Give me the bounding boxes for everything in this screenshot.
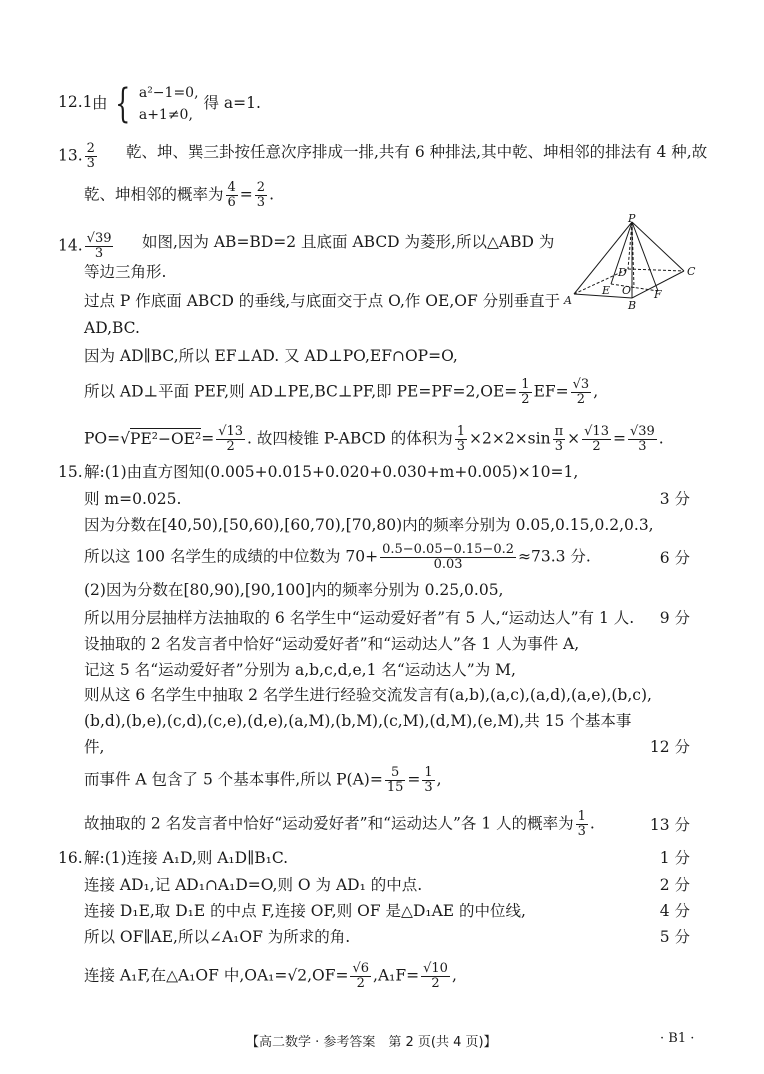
- q15-line2: 则 m=0.025.: [84, 490, 182, 508]
- q15-line6: 所以用分层抽样方法抽取的 6 名学生中“运动爱好者”有 5 人,“运动达人”有 1 人.: [84, 609, 635, 627]
- q15-number: 15.: [58, 463, 83, 481]
- q14-line3: 过点 P 作底面 ABCD 的垂线,与底面交于点 O,作 OE,OF 分别垂直于: [84, 292, 561, 310]
- q15-line7: 设抽取的 2 名发言者中恰好“运动爱好者”和“运动达人”各 1 人为事件 A,: [84, 635, 580, 653]
- q15-line8: 记这 5 名“运动爱好者”分别为 a,b,c,d,e,1 名“运动达人”为 M,: [84, 661, 516, 679]
- score: 12 分: [649, 738, 690, 756]
- fig-label-d: D: [618, 266, 627, 279]
- q14-number: 14. $\frac{√39}{3}$: [58, 231, 112, 261]
- q14-line6: 所以 AD⊥平面 PEF,则 AD⊥PE,BC⊥PF,即 PE=PF=2,OE= $\frac{1}{2}$ EF= $\frac{√3}{2}$ ,: [84, 377, 599, 407]
- brace-icon: {: [115, 81, 131, 127]
- q16-line4: 所以 OF∥AE,所以∠A₁OF 为所求的角.: [84, 928, 351, 946]
- q14-line7: PO=√PE²−OE²= $\frac{√13}{2}$ . 故四棱锥 P-ABCD 的体积为 $\frac{1}{3}$ ×2×2×sin $\frac{\pi}{3}$ × $\frac{√13}{2}$ = $\frac{√39}{3}$ .: [84, 424, 664, 454]
- score: 9 分: [659, 609, 690, 627]
- q16-line1: 解:(1)连接 A₁D,则 A₁D∥B₁C.: [84, 849, 289, 867]
- fig-label-a: A: [564, 294, 572, 307]
- fig-label-e: E: [602, 284, 611, 297]
- q14-line4: AD,BC.: [84, 319, 140, 337]
- q15-line4: 所以这 100 名学生的成绩的中位数为 70+ $\frac{0.5-0.05-0.15-0.2}{0.03}$ ≈73.3 分.: [84, 542, 591, 572]
- q16-line5: 连接 A₁F,在△A₁OF 中,OA₁=√2,OF= $\frac{√6}{2}$ ,A₁F= $\frac{√10}{2}$ ,: [84, 961, 457, 991]
- score: 3 分: [659, 490, 690, 508]
- q13-line1: 乾、坤、巽三卦按任意次序排成一排,共有 6 种排法,其中乾、坤相邻的排法有 4 种,故: [126, 143, 708, 161]
- q16-line2: 连接 AD₁,记 AD₁∩A₁D=O,则 O 为 AD₁ 的中点.: [84, 876, 423, 894]
- q15-line10: (b,d),(b,e),(c,d),(c,e),(d,e),(a,M),(b,M),(c,M),(d,M),(e,M),共 15 个基本事: [84, 712, 632, 730]
- score: 13 分: [649, 816, 690, 834]
- q13-line2: 乾、坤相邻的概率为 $\frac{4}{6}$ = $\frac{2}{3}$ .: [84, 180, 275, 210]
- q14-line1: 如图,因为 AB=BD=2 且底面 ABCD 为菱形,所以△ABD 为: [142, 233, 555, 251]
- q16-line3: 连接 D₁E,取 D₁E 的中点 F,连接 OF,则 OF 是△D₁AE 的中位线,: [84, 902, 526, 920]
- page-footer: 【高二数学 · 参考答案 第 2 页(共 4 页)】: [246, 1035, 497, 1050]
- pyramid-figure: [562, 214, 698, 310]
- page-code: · B1 ·: [660, 1031, 695, 1046]
- q15-line11: 件,: [84, 738, 105, 756]
- q13-number: 13. $\frac{2}{3}$: [58, 141, 95, 171]
- q15-line1: 解:(1)由直方图知(0.005+0.015+0.020+0.030+m+0.005)×10=1,: [84, 463, 579, 481]
- score: 4 分: [659, 902, 690, 920]
- q12-number: 12.1: [58, 93, 93, 111]
- q14-line5: 因为 AD∥BC,所以 EF⊥AD. 又 AD⊥PO,EF∩OP=O,: [84, 347, 458, 365]
- fig-label-b: B: [628, 299, 637, 310]
- q15-line13: 故抽取的 2 名发言者中恰好“运动爱好者”和“运动达人”各 1 人的概率为 $\frac{1}{3}$ .: [84, 809, 595, 839]
- fig-label-f: F: [654, 288, 662, 301]
- q14-line2: 等边三角形.: [84, 263, 167, 281]
- score: 1 分: [659, 849, 690, 867]
- fig-label-c: C: [687, 265, 696, 278]
- q15-line5: (2)因为分数在[80,90),[90,100]内的频率分别为 0.25,0.05,: [84, 581, 504, 599]
- q15-line3: 因为分数在[40,50),[50,60),[60,70),[70,80)内的频率分别为 0.05,0.15,0.2,0.3,: [84, 516, 654, 534]
- fig-label-o: O: [622, 284, 632, 297]
- q16-number: 16.: [58, 849, 83, 867]
- q12-system: a²−1=0, a+1≠0,: [138, 85, 199, 123]
- q12-line: 由 { a²−1=0, a+1≠0, 得 a=1.: [92, 81, 261, 127]
- q15-line12: 而事件 A 包含了 5 个基本事件,所以 P(A)= $\frac{5}{15}$ = $\frac{1}{3}$ ,: [84, 765, 442, 795]
- score: 6 分: [659, 549, 690, 567]
- fig-label-p: P: [628, 214, 636, 225]
- q15-line9: 则从这 6 名学生中抽取 2 名学生进行经验交流发言有(a,b),(a,c),(a,d),(a,e),(b,c),: [84, 686, 652, 704]
- score: 2 分: [659, 876, 690, 894]
- score: 5 分: [659, 928, 690, 946]
